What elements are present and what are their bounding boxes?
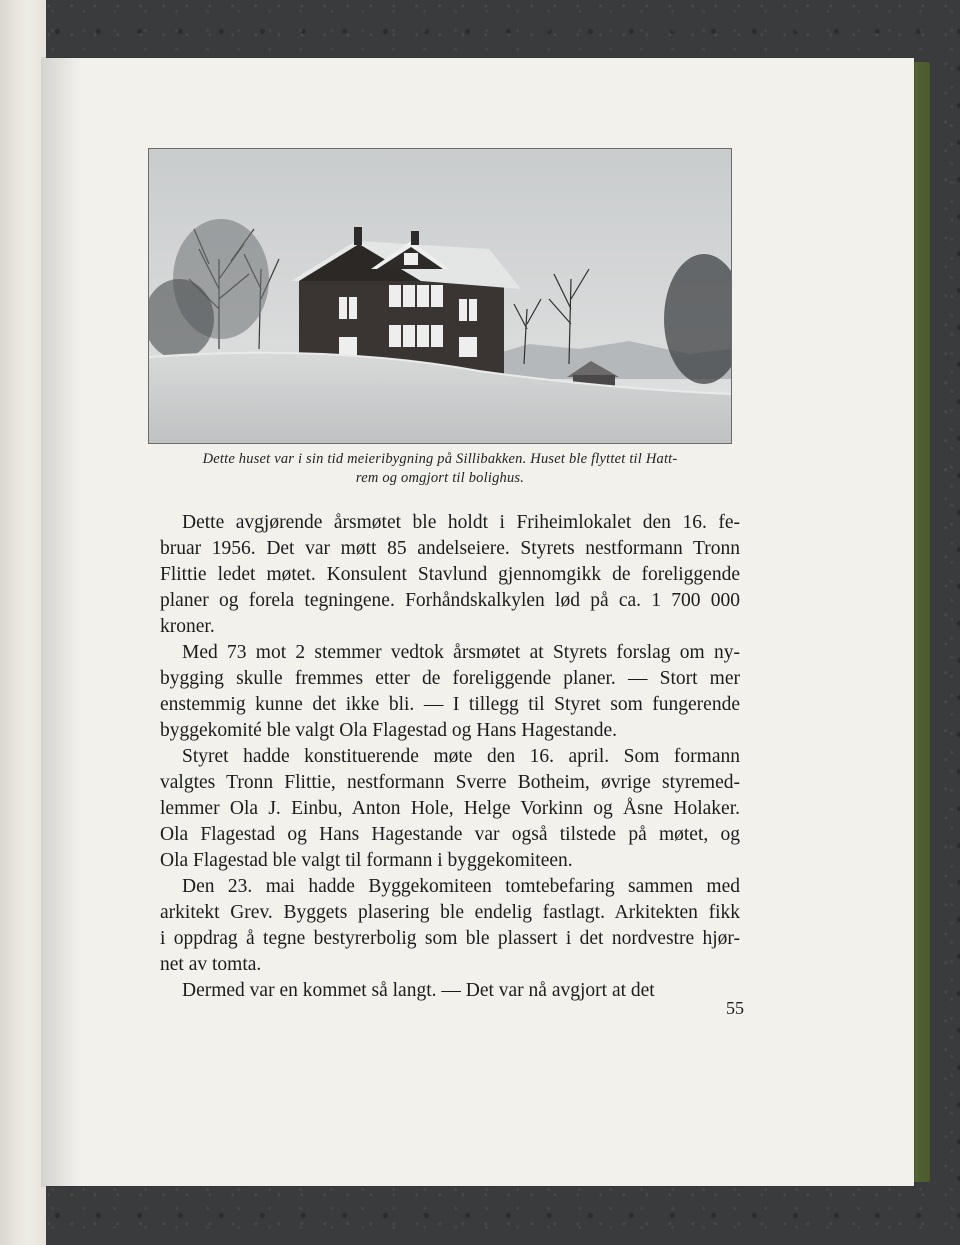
text-line: valgtes Tronn Flittie, nestformann Sverre Botheim, øvrige styremed- <box>160 772 740 793</box>
text-line: lemmer Ola J. Einbu, Anton Hole, Helge Vorkinn og Åsne Holaker. <box>160 798 740 819</box>
text-line: byggekomité ble valgt Ola Flagestad og Hans Hagestande. <box>160 720 618 741</box>
paragraph <box>160 510 740 640</box>
text-line: planer og forela tegningene. Forhåndskalkylen lød på ca. 1 700 000 <box>160 590 740 611</box>
paragraph <box>160 978 740 1004</box>
text-line: net av tomta. <box>160 954 262 975</box>
text-line: arkitekt Grev. Byggets plasering ble endelig fastlagt. Arkitekten fikk <box>160 902 740 923</box>
text-line: bruar 1956. Det var møtt 85 andelseiere. Styrets nestformann Tronn <box>160 538 740 559</box>
paragraph <box>160 640 740 744</box>
text-line: Den 23. mai hadde Byggekomiteen tomtebefaring sammen med <box>182 876 740 897</box>
text-line: Dermed var en kommet så langt. — Det var nå avgjort at det <box>182 980 655 1001</box>
text-line: Styret hadde konstituerende møte den 16. april. Som formann <box>182 746 740 767</box>
paragraph <box>160 744 740 874</box>
caption-line: rem og omgjort til bolighus. <box>355 470 525 486</box>
text-line: Ola Flagestad ble valgt til formann i byggekomiteen. <box>160 850 573 871</box>
paragraph <box>160 874 740 978</box>
gutter-shadow <box>42 58 82 1186</box>
text-line: Med 73 mot 2 stemmer vedtok årsmøtet at Styrets forslag om ny- <box>182 642 740 663</box>
text-line: Dette avgjørende årsmøtet ble holdt i Friheimlokalet den 16. fe- <box>182 512 740 533</box>
photo-house-on-snowy-hill-icon <box>149 149 731 443</box>
text-line: i oppdrag å tegne bestyrerbolig som ble plassert i det nordvestre hjør- <box>160 928 740 949</box>
text-line: bygging skulle fremmes etter de foreliggende planer. — Stort mer <box>160 668 740 689</box>
body-text <box>160 510 740 1004</box>
book-page <box>42 58 914 1186</box>
house-photo <box>148 148 732 444</box>
left-page-edge <box>0 0 46 1245</box>
text-line: Flittie ledet møtet. Konsulent Stavlund gjennomgikk de foreliggende <box>160 564 740 585</box>
text-line: enstemmig kunne det ikke bli. — I tillegg til Styret som fungerende <box>160 694 740 715</box>
text-line: kroner. <box>160 616 215 637</box>
text-line: Ola Flagestad og Hans Hagestande var også tilstede på møtet, og <box>160 824 740 845</box>
page-number: 55 <box>726 998 744 1018</box>
caption-line: Dette huset var i sin tid meieribygning på Sillibakken. Huset ble flyttet til Hatt- <box>202 451 678 467</box>
photo-caption <box>138 450 742 488</box>
